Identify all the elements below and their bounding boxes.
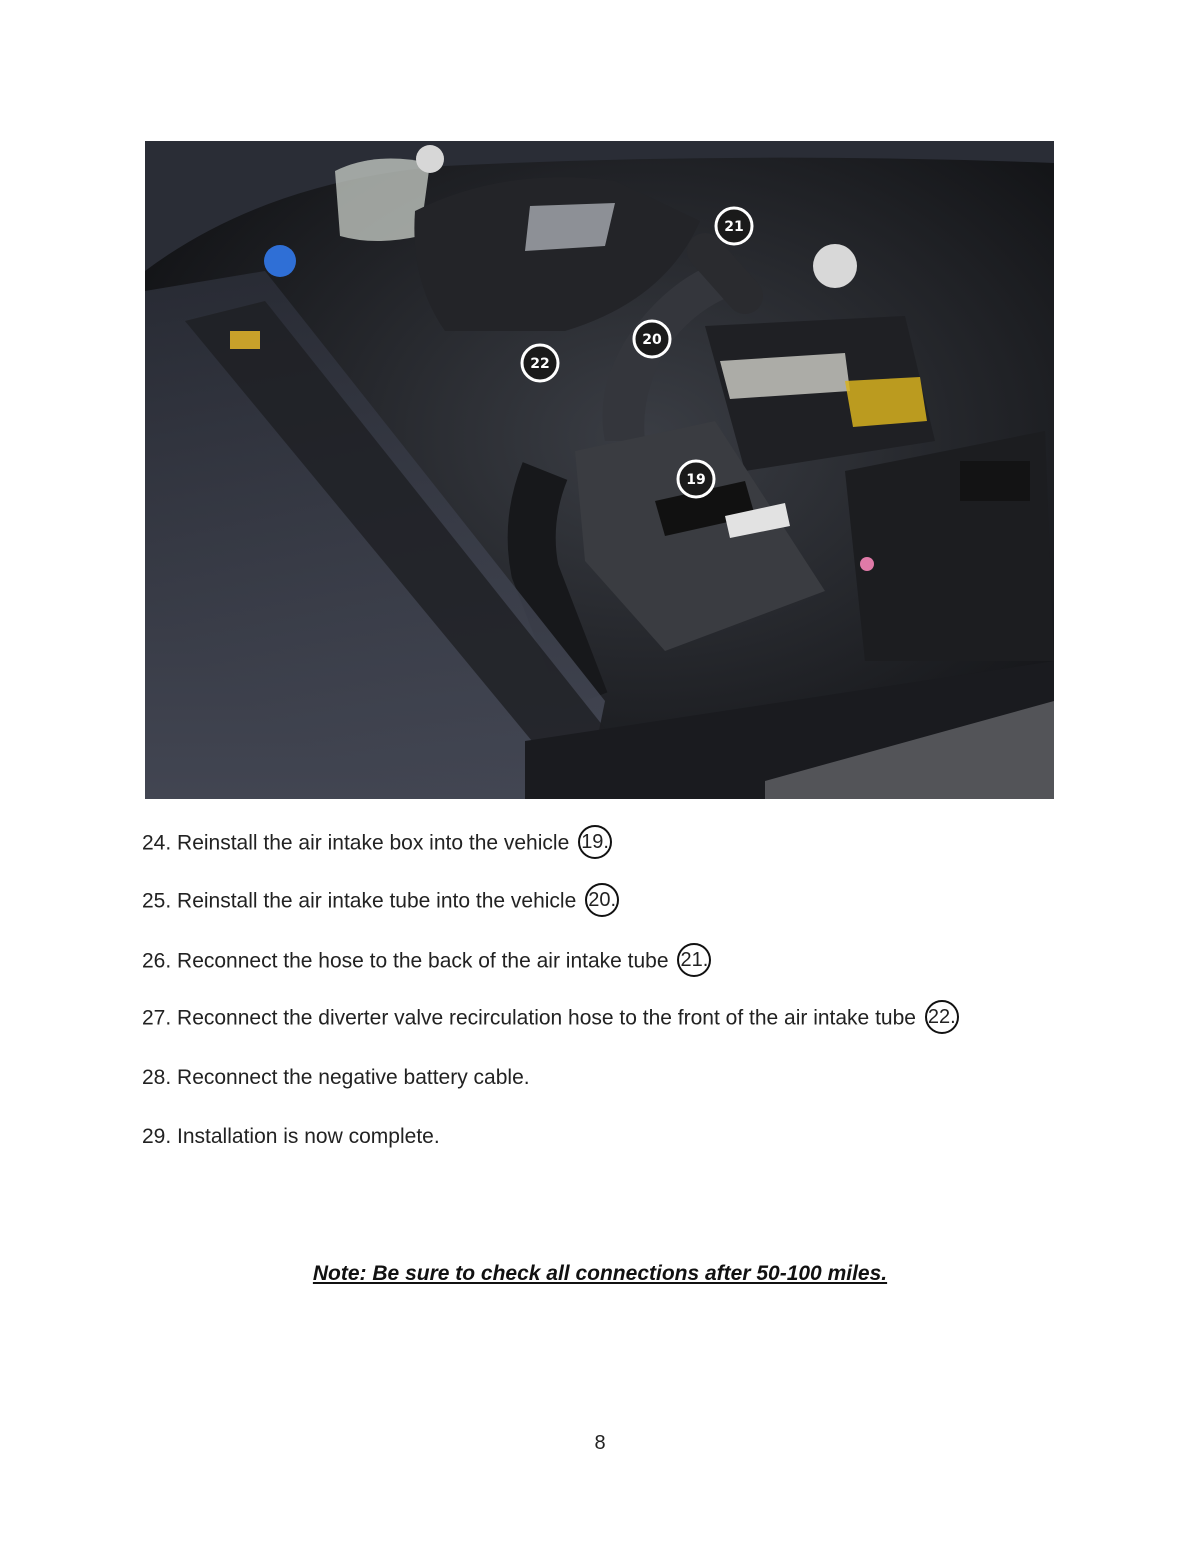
- step-text: 28. Reconnect the negative battery cable.: [142, 1066, 530, 1089]
- step-24: [142, 829, 612, 859]
- reference-circle: 19.: [578, 825, 612, 859]
- step-26: [142, 947, 711, 977]
- step-text: 24. Reinstall the air intake box into the vehicle: [142, 831, 570, 855]
- callout-20: [634, 321, 670, 357]
- step-25: [142, 887, 619, 917]
- step-text: 27. Reconnect the diverter valve recirculation hose to the front of the air intake tube: [142, 1006, 916, 1030]
- reference-circle: 20.: [585, 883, 619, 917]
- svg-text:22: 22: [530, 356, 550, 372]
- callout-21: [716, 208, 752, 244]
- step-28: [142, 1064, 530, 1092]
- engine-bay-photo: [145, 141, 1054, 799]
- step-text: 26. Reconnect the hose to the back of the air intake tube: [142, 949, 669, 973]
- step-29: [142, 1123, 440, 1151]
- svg-text:19: 19: [686, 472, 706, 488]
- svg-text:21: 21: [724, 219, 744, 235]
- page-number: 8: [594, 1432, 606, 1454]
- step-text: 29. Installation is now complete.: [142, 1125, 440, 1148]
- step-text: 25. Reinstall the air intake tube into the vehicle: [142, 889, 577, 913]
- svg-text:20: 20: [642, 332, 662, 348]
- mileage-note: Note: Be sure to check all connections after 50-100 miles.: [312, 1262, 888, 1285]
- reference-circle: 22.: [925, 1000, 959, 1034]
- callout-22: [522, 345, 558, 381]
- reference-circle: 21.: [677, 943, 711, 977]
- step-27: [142, 1004, 959, 1034]
- callout-19: [678, 461, 714, 497]
- engine-bay-illustration: [145, 141, 1054, 799]
